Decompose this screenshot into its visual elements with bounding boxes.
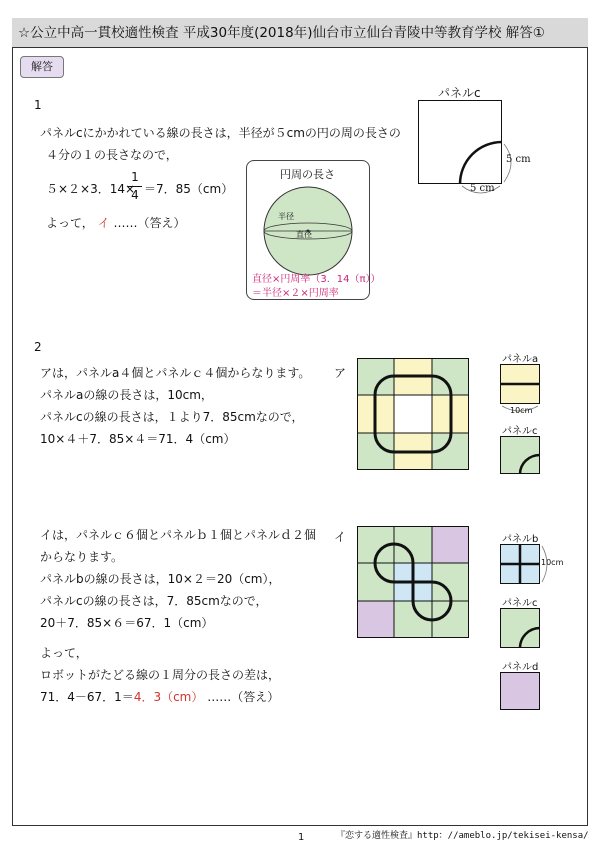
figure-a-grid bbox=[357, 358, 469, 470]
page-number: 1 bbox=[298, 832, 305, 843]
q1-text-line2: ４分の１の長さなので， bbox=[46, 148, 178, 162]
panel-b-dim: 10cm bbox=[541, 558, 564, 567]
q2i-answer-line bbox=[40, 688, 279, 705]
q1-answer-line bbox=[46, 214, 185, 231]
q2i-line6: よって， bbox=[40, 646, 88, 660]
figure-i-grid bbox=[357, 526, 469, 638]
q1-panel-c-label: パネルc bbox=[438, 86, 481, 100]
q2i-answer-value: 4．3（cm） bbox=[133, 690, 204, 704]
q1-formula-right: ＝7．85（cm） bbox=[144, 182, 234, 196]
question-2-number: 2 bbox=[34, 340, 42, 354]
bubble-title: 円周の長さ bbox=[280, 168, 335, 181]
q2i-line3: パネルbの線の長さは，10×２＝20（cm）， bbox=[40, 572, 281, 586]
bubble-formula-1: 直径×円周率（3．14（π）） bbox=[252, 274, 381, 285]
q1-text-line1: パネルcにかかれている線の長さは，半径が５cmの円の周の長さの bbox=[40, 126, 401, 140]
panel-d bbox=[500, 672, 540, 710]
q2a-line4: 10×４＋7．85×４＝71．4（cm） bbox=[40, 432, 236, 446]
panel-c2-label: パネルc bbox=[502, 598, 538, 609]
answer-tag: 解答 bbox=[20, 56, 64, 78]
q1-formula-left: ５×２×3．14× bbox=[46, 182, 136, 196]
q1-answer-value: イ bbox=[97, 216, 110, 230]
q1-frac-numerator: 1 bbox=[131, 170, 139, 184]
q1-panel-c bbox=[418, 100, 502, 184]
q1-answer-suffix: ……（答え） bbox=[113, 216, 186, 230]
panel-a-label: パネルa bbox=[502, 354, 539, 365]
panel-a bbox=[500, 364, 540, 404]
q2i-answer-suffix: ……（答え） bbox=[207, 690, 280, 704]
panel-d-label: パネルd bbox=[502, 662, 539, 673]
q2i-line4: パネルcの線の長さは，7．85cmなので， bbox=[40, 594, 268, 608]
q1-answer-prefix: よって， bbox=[46, 216, 94, 230]
q2i-line1: イは，パネルｃ６個とパネルｂ１個とパネルｄ２個 bbox=[40, 528, 317, 542]
q2a-line3: パネルcの線の長さは，１より7．85cmなので， bbox=[40, 410, 304, 424]
panel-b-label: パネルb bbox=[502, 534, 539, 545]
figure-i-label: イ bbox=[334, 530, 347, 544]
q1-dim-horizontal: 5 cm bbox=[470, 183, 495, 194]
panel-c-label: パネルc bbox=[502, 426, 538, 437]
footer-source: 『恋する適性検査』http：//ameblo.jp/tekisei-kensa/ bbox=[336, 831, 589, 841]
q1-frac-bar bbox=[128, 186, 142, 187]
q2i-line2: からなります。 bbox=[40, 550, 124, 564]
panel-c-small bbox=[500, 436, 540, 474]
q2a-line1: アは，パネルa４個とパネルｃ４個からなります。 bbox=[40, 366, 311, 380]
panel-a-dim: 10cm bbox=[510, 406, 533, 415]
page-title: ☆公立中高一貫校適性検査 平成30年度(2018年)仙台市立仙台青陵中等教育学校 解答① bbox=[12, 18, 588, 48]
bubble-diameter-label: 直径 bbox=[296, 230, 312, 239]
q2i-answer-prefix: 71．4－67．1＝ bbox=[40, 690, 134, 704]
figure-a-label: ア bbox=[334, 366, 347, 380]
q2i-line7: ロボットがたどる線の１周分の長さの差は， bbox=[40, 668, 281, 682]
panel-b bbox=[500, 544, 540, 584]
bubble-radius-label: 半径 bbox=[278, 212, 294, 221]
q1-frac-denominator: 4 bbox=[131, 188, 139, 202]
q2i-line5: 20＋7．85×６＝67．1（cm） bbox=[40, 616, 214, 630]
q2a-line2: パネルaの線の長さは，10cm， bbox=[40, 388, 213, 402]
q1-dim-vertical: 5 cm bbox=[506, 154, 531, 165]
panel-c2 bbox=[500, 608, 540, 648]
bubble-formula-2: ＝半径×２×円周率 bbox=[252, 288, 339, 299]
question-1-number: 1 bbox=[34, 98, 42, 112]
